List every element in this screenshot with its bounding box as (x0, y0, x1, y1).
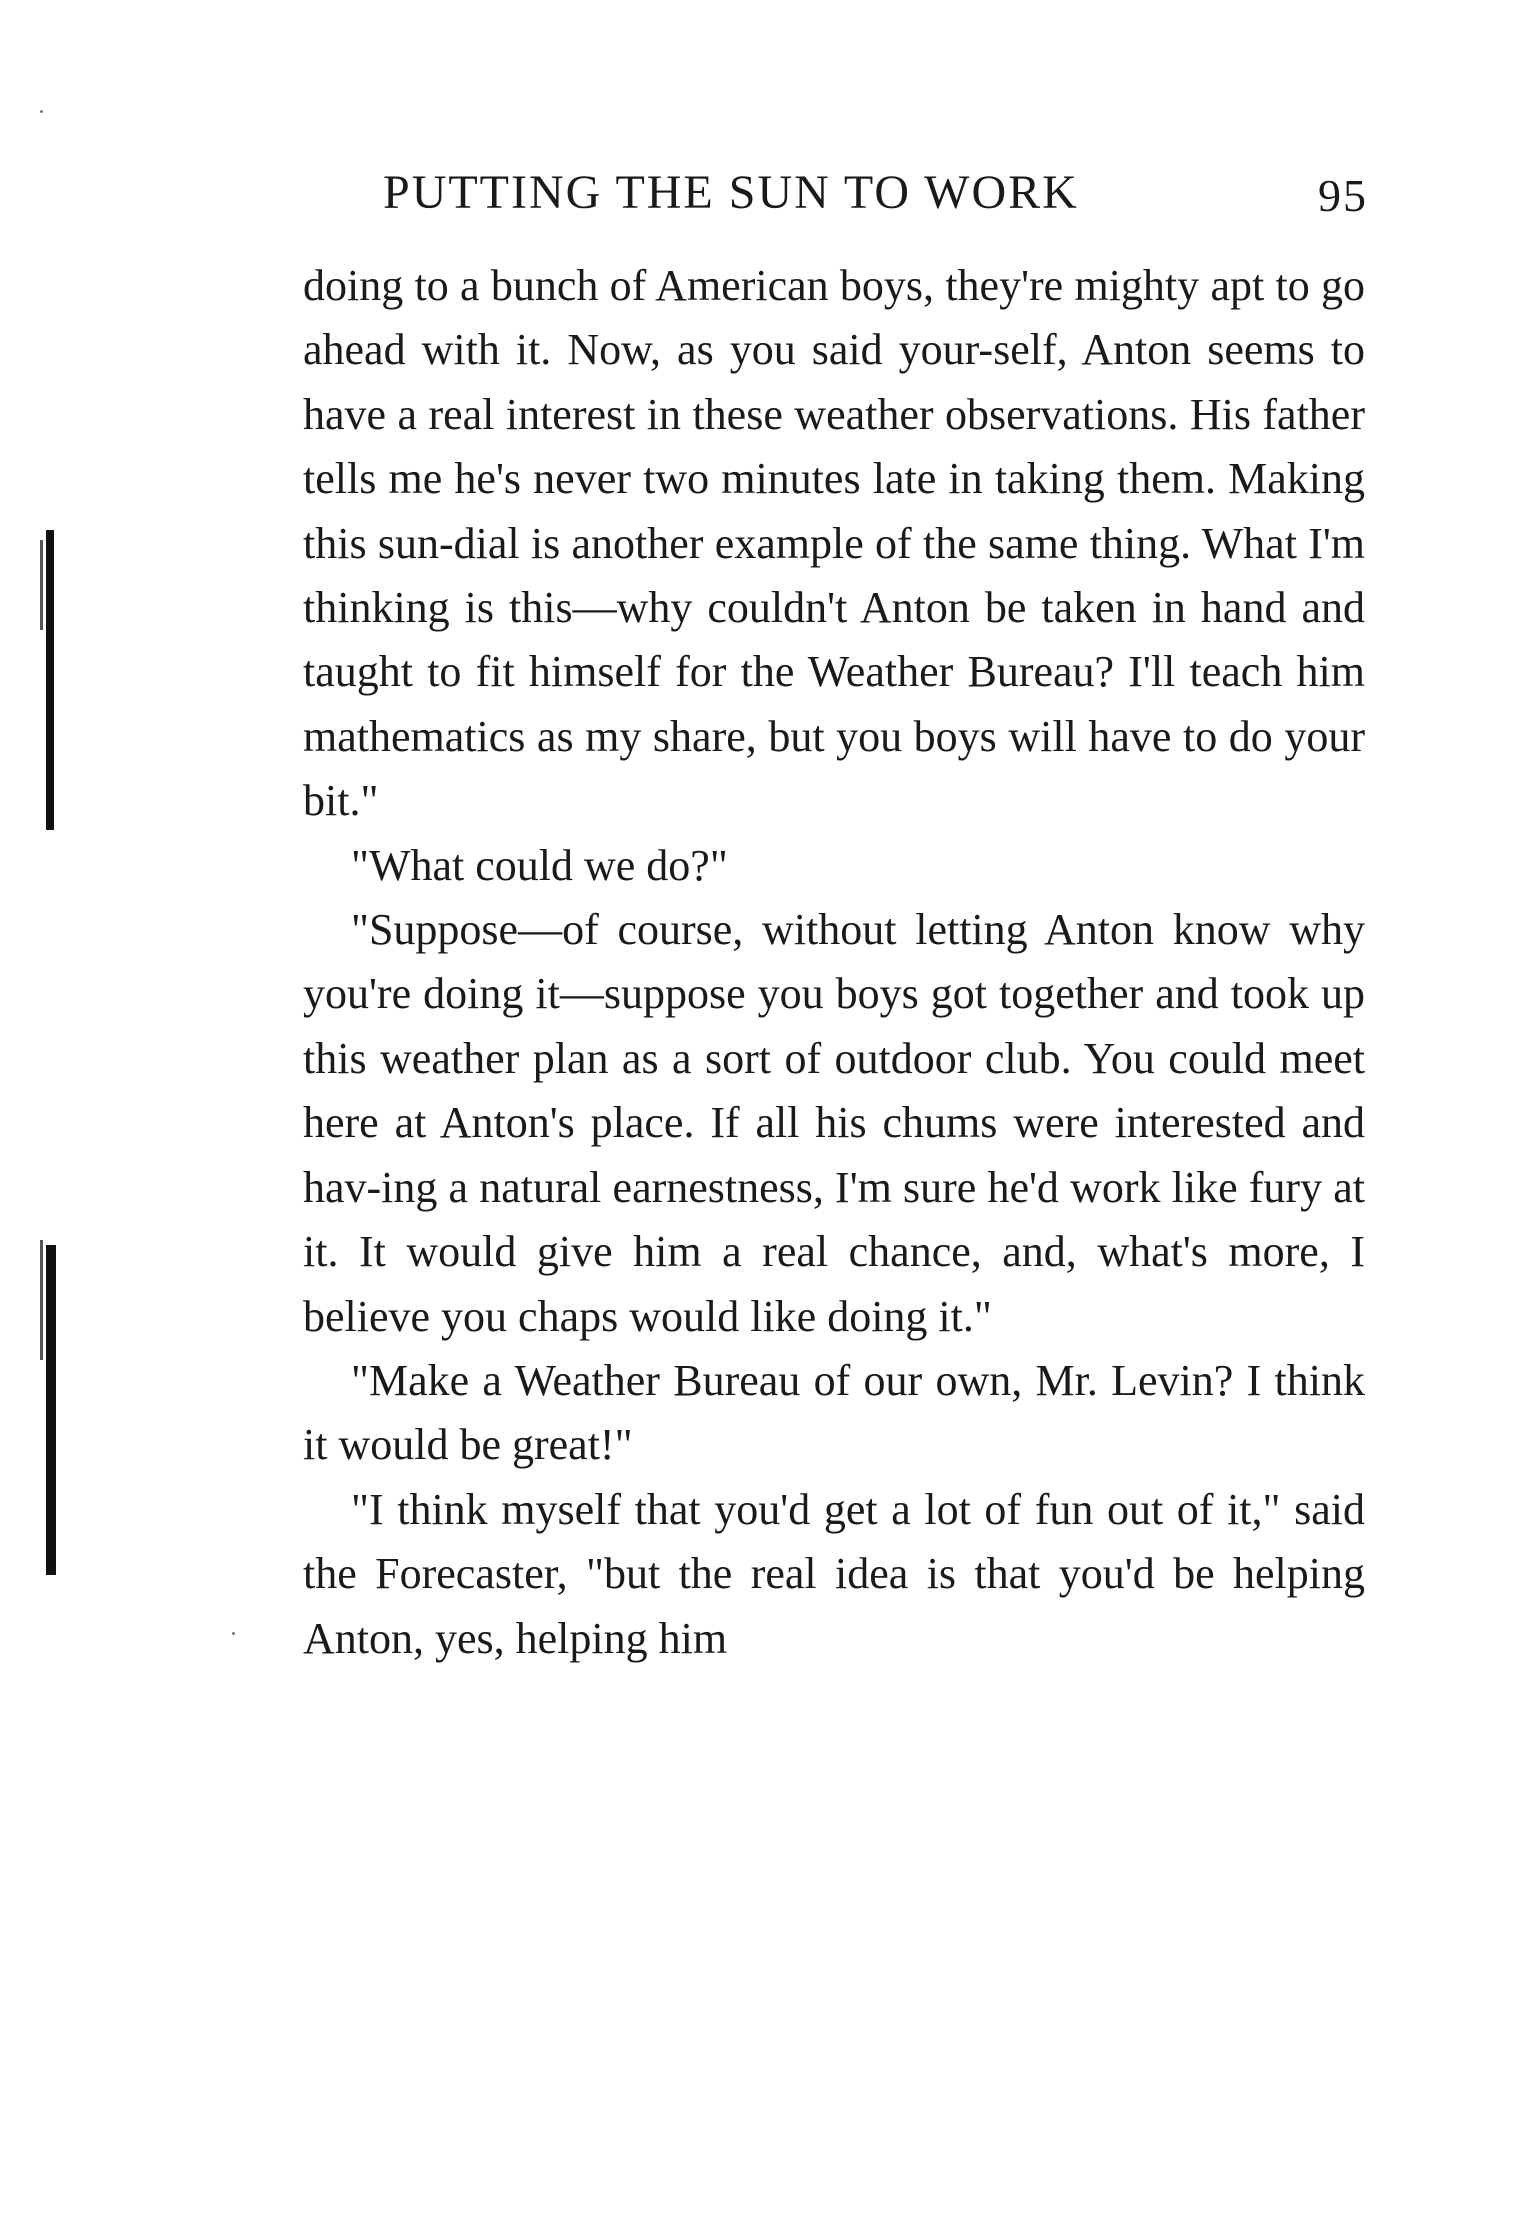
binding-shadow-mark (46, 1245, 56, 1575)
paper-speck (40, 110, 43, 113)
running-head (383, 165, 1368, 235)
binding-shadow-mark (40, 1240, 43, 1360)
binding-shadow-mark (40, 540, 43, 630)
paragraph: "What could we do?" (351, 840, 728, 890)
body-text (303, 254, 1365, 1671)
paragraph: "Make a Weather Bureau of our own, Mr. Levin? I think it would be great!" (303, 1355, 1365, 1470)
paragraph: doing to a bunch of American boys, they're mighty apt to go ahead with it. Now, as you said your-self, Anton seems to have a real interest in these weather observations. His father tells me he's never two minutes late in taking them. Making this sun-dial is another example of the same thing. What I'm thinking is this—why couldn't Anton be taken in hand and taught to fit himself for the Weather Bureau? I'll teach him mathematics as my share, but you boys will have to do your bit." (303, 261, 1365, 826)
page-number: 95 (1318, 170, 1368, 221)
paragraph: "Suppose—of course, without letting Anton know why you're doing it—suppose you boys got together and took up this weather plan as a sort of outdoor club. You could meet here at Anton's place. If all his chums were interested and hav-ing a natural earnestness, I'm sure he'd work like fury at it. It would give him a real chance, and, what's more, I believe you chaps would like doing it." (303, 905, 1365, 1341)
paragraph: "I think myself that you'd get a lot of fun out of it," said the Forecaster, "but the real idea is that you'd be helping Anton, yes, helping him (303, 1484, 1365, 1663)
running-head-title: PUTTING THE SUN TO WORK (383, 166, 1079, 219)
paper-speck (232, 1632, 235, 1635)
binding-shadow-mark (46, 530, 54, 830)
